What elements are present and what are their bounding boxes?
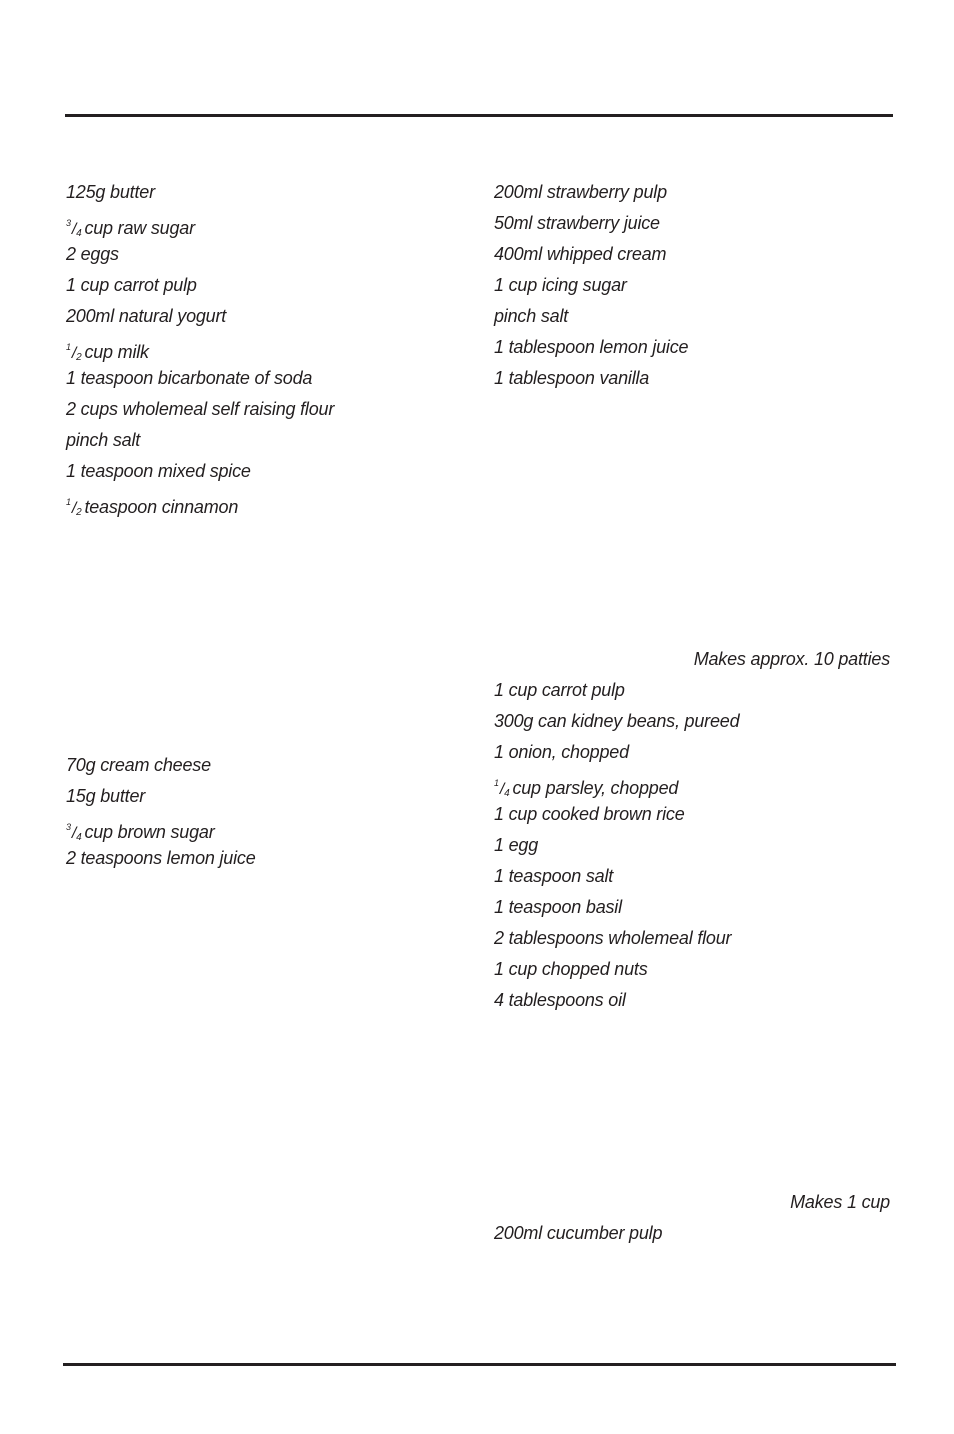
ingredient-text: 1 cup cooked brown rice (494, 804, 685, 824)
ingredient-item (494, 177, 688, 208)
fraction-slash: / (71, 345, 77, 362)
ingredient-item (494, 892, 739, 923)
ingredient-text: pinch salt (66, 430, 141, 450)
ingredient-item (494, 1218, 662, 1249)
ingredient-item (494, 737, 739, 768)
ingredient-text: teaspoon cinnamon (84, 497, 239, 517)
ingredient-text: cup raw sugar (84, 218, 195, 238)
ingredient-text: 1 cup icing sugar (494, 275, 627, 295)
ingredient-item (494, 799, 739, 830)
ingredient-item (66, 332, 334, 363)
ingredient-item (66, 394, 334, 425)
patties-yield: Makes approx. 10 patties (693, 649, 890, 669)
ingredient-item (66, 270, 334, 301)
ingredient-text: 2 eggs (66, 244, 119, 264)
cucumber-ingredient-list (494, 1218, 662, 1249)
fraction-numerator: 3 (66, 822, 71, 832)
ingredient-item (494, 301, 688, 332)
ingredient-item (66, 812, 256, 843)
ingredient-item (66, 363, 334, 394)
ingredient-text: 2 tablespoons wholemeal flour (494, 928, 732, 948)
fraction-numerator: 3 (66, 218, 71, 228)
ingredient-item (66, 301, 334, 332)
bottom-rule (63, 1363, 896, 1366)
ingredient-item (494, 985, 739, 1016)
fraction-denominator: 4 (504, 788, 510, 799)
ingredient-text: 400ml whipped cream (494, 244, 667, 264)
ingredient-text: 1 cup chopped nuts (494, 959, 648, 979)
ingredient-item (494, 830, 739, 861)
ingredient-item (66, 456, 334, 487)
ingredient-item (494, 768, 739, 799)
ingredient-text: 1 cup carrot pulp (66, 275, 197, 295)
ingredient-item (494, 270, 688, 301)
patties-ingredient-list (494, 675, 739, 1016)
ingredient-text: 50ml strawberry juice (494, 213, 660, 233)
ingredient-item (66, 750, 256, 781)
ingredient-item (66, 425, 334, 456)
ingredient-item (494, 923, 739, 954)
ingredient-text: 200ml strawberry pulp (494, 182, 667, 202)
ingredient-text: 2 cups wholemeal self raising flour (66, 399, 335, 419)
fraction-denominator: 4 (76, 228, 82, 239)
ingredient-text: 300g can kidney beans, pureed (494, 711, 740, 731)
ingredient-text: 2 teaspoons lemon juice (66, 848, 256, 868)
strawberry-ingredient-list (494, 177, 688, 394)
ingredient-text: 1 egg (494, 835, 539, 855)
icing-ingredient-list (66, 750, 256, 874)
ingredient-item (66, 208, 334, 239)
ingredient-item (66, 177, 334, 208)
ingredient-item (494, 861, 739, 892)
ingredient-text: 1 teaspoon bicarbonate of soda (66, 368, 313, 388)
ingredient-item (494, 239, 688, 270)
fraction-slash: / (71, 825, 77, 842)
ingredient-text: 1 onion, chopped (494, 742, 629, 762)
ingredient-text: 4 tablespoons oil (494, 990, 626, 1010)
fraction-slash: / (499, 781, 505, 798)
fraction-denominator: 2 (76, 507, 82, 518)
ingredient-text: cup milk (84, 342, 149, 362)
fraction-numerator: 1 (66, 342, 71, 352)
ingredient-text: 1 cup carrot pulp (494, 680, 625, 700)
carrot-cake-ingredient-list (66, 177, 334, 518)
ingredient-text: cup parsley, chopped (512, 778, 679, 798)
fraction-denominator: 4 (76, 832, 82, 843)
fraction-slash: / (71, 221, 77, 238)
ingredient-text: 15g butter (66, 786, 146, 806)
cucumber-yield: Makes 1 cup (790, 1192, 890, 1212)
ingredient-text: 1 teaspoon salt (494, 866, 614, 886)
ingredient-text: 1 teaspoon mixed spice (66, 461, 251, 481)
ingredient-item (66, 487, 334, 518)
top-rule (65, 114, 893, 117)
fraction-slash: / (71, 500, 77, 517)
ingredient-text: 200ml cucumber pulp (494, 1223, 663, 1243)
ingredient-text: 70g cream cheese (66, 755, 211, 775)
ingredient-text: 1 teaspoon basil (494, 897, 622, 917)
ingredient-text: 1 tablespoon vanilla (494, 368, 650, 388)
fraction-numerator: 1 (66, 497, 71, 507)
ingredient-item (494, 954, 739, 985)
ingredient-item (494, 675, 739, 706)
ingredient-item (494, 706, 739, 737)
ingredient-item (66, 239, 334, 270)
ingredient-item (66, 843, 256, 874)
ingredient-text: cup brown sugar (84, 822, 215, 842)
ingredient-item (494, 208, 688, 239)
ingredient-text: 125g butter (66, 182, 155, 202)
fraction-numerator: 1 (494, 778, 499, 788)
ingredient-item (494, 332, 688, 363)
ingredient-text: 200ml natural yogurt (66, 306, 227, 326)
ingredient-item (494, 363, 688, 394)
ingredient-text: 1 tablespoon lemon juice (494, 337, 689, 357)
fraction-denominator: 2 (76, 352, 82, 363)
ingredient-text: pinch salt (494, 306, 569, 326)
ingredient-item (66, 781, 256, 812)
